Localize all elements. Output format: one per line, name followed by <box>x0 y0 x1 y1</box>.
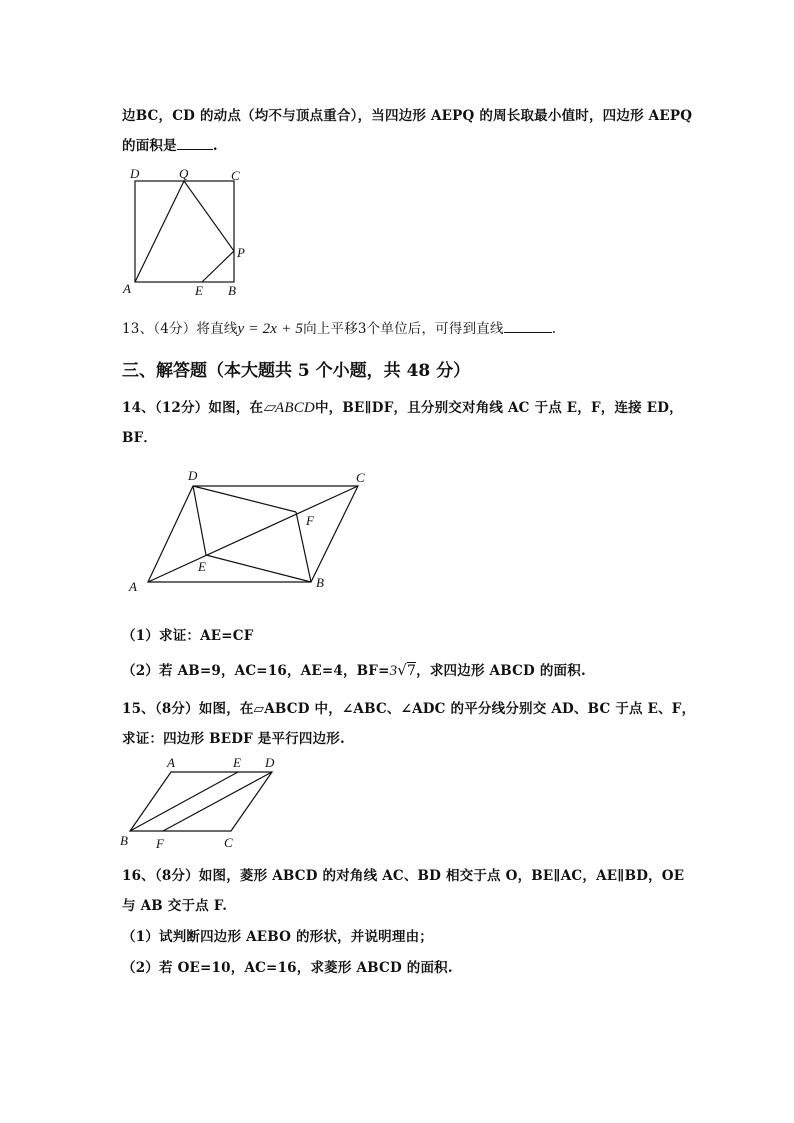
segment-eb <box>206 555 311 582</box>
q15-line1: 15、（8分）如图，在▱ABCD 中，∠ABC、∠ADC 的平分线分别交 AD、BC 于点 E、F， <box>122 701 696 717</box>
label-e: E <box>233 755 241 770</box>
label-e: E <box>195 283 203 298</box>
sqrt-radicand: 7 <box>407 663 417 679</box>
q12-line2 <box>122 134 218 154</box>
q14-math: ABCD <box>274 400 315 416</box>
square-abcd <box>135 181 234 282</box>
q12-line2-text: 的面积是 <box>122 138 177 154</box>
q15-line2: 求证：四边形 BEDF 是平行四边形. <box>122 731 345 747</box>
sqrt-coefficient: 3 <box>389 663 398 679</box>
segment-de <box>193 486 206 555</box>
label-d: D <box>130 166 140 181</box>
q14-figure-parallelogram <box>125 463 375 595</box>
label-a: A <box>167 755 175 770</box>
q12-line2-end: . <box>212 138 218 154</box>
label-f: F <box>156 836 164 851</box>
q16-line2: 与 AB 交于点 F. <box>122 898 228 914</box>
label-c: C <box>231 168 240 183</box>
q16-part2: （2）若 OE=10，AC=16，求菱形 ABCD 的面积. <box>122 960 453 976</box>
q13-end: . <box>551 321 557 337</box>
q14-line1 <box>122 396 683 417</box>
label-d: D <box>188 468 198 483</box>
segment-fd <box>163 772 272 831</box>
q13-suffix: 向上平移3个单位后，可得到直线 <box>303 321 504 337</box>
q13-equation: y = 2x + 5 <box>237 321 304 337</box>
q13-prefix: 13、（4分）将直线 <box>122 321 238 337</box>
label-p: P <box>237 245 245 260</box>
q12-line1: 边BC，CD 的动点（均不与顶点重合），当四边形 AEPQ 的周长取最小值时，四边形 AEPQ <box>122 108 693 124</box>
label-c: C <box>356 470 365 485</box>
label-d: D <box>265 755 275 770</box>
section-heading: 三、解答题（本大题共 5 个小题，共 48 分） <box>122 361 471 381</box>
label-b: B <box>228 283 236 298</box>
q14-part2 <box>122 659 586 680</box>
q14-part2-suffix: ，求四边形 ABCD 的面积. <box>416 663 586 679</box>
answer-blank[interactable] <box>504 320 552 333</box>
q16-line1: 16、（8分）如图，菱形 ABCD 的对角线 AC、BD 相交于点 O，BE∥AC，AE∥BD，OE <box>122 868 685 884</box>
q13-line <box>122 317 556 338</box>
label-a: A <box>123 281 131 296</box>
parallelogram-symbol: ▱ <box>263 400 275 416</box>
q15-figure-parallelogram <box>115 752 285 852</box>
label-q: Q <box>179 166 189 181</box>
segment-be <box>130 772 238 831</box>
q14-part1: （1）求证：AE=CF <box>122 628 254 644</box>
label-b: B <box>120 833 128 848</box>
q14-part2-prefix: （2）若 AB=9，AC=16，AE=4，BF= <box>122 663 390 679</box>
label-c: C <box>224 835 233 850</box>
label-b: B <box>316 575 324 590</box>
answer-blank[interactable] <box>177 137 213 150</box>
label-e: E <box>198 559 206 574</box>
label-f: F <box>306 513 314 528</box>
q14-line1-prefix: 14、（12分）如图，在 <box>122 400 264 416</box>
q14-line1-suffix: 中，BE∥DF，且分别交对角线 AC 于点 E，F，连接 ED， <box>314 400 683 416</box>
sqrt-sign: √ <box>397 661 408 679</box>
q12-figure-square <box>118 164 258 299</box>
q16-part1: （1）试判断四边形 AEBO 的形状，并说明理由； <box>122 929 433 945</box>
quadrilateral-aepq <box>135 181 234 282</box>
label-a: A <box>129 579 137 594</box>
parallelogram-abcd <box>130 772 272 831</box>
q14-line2: BF． <box>122 430 158 446</box>
segment-df <box>193 486 296 512</box>
